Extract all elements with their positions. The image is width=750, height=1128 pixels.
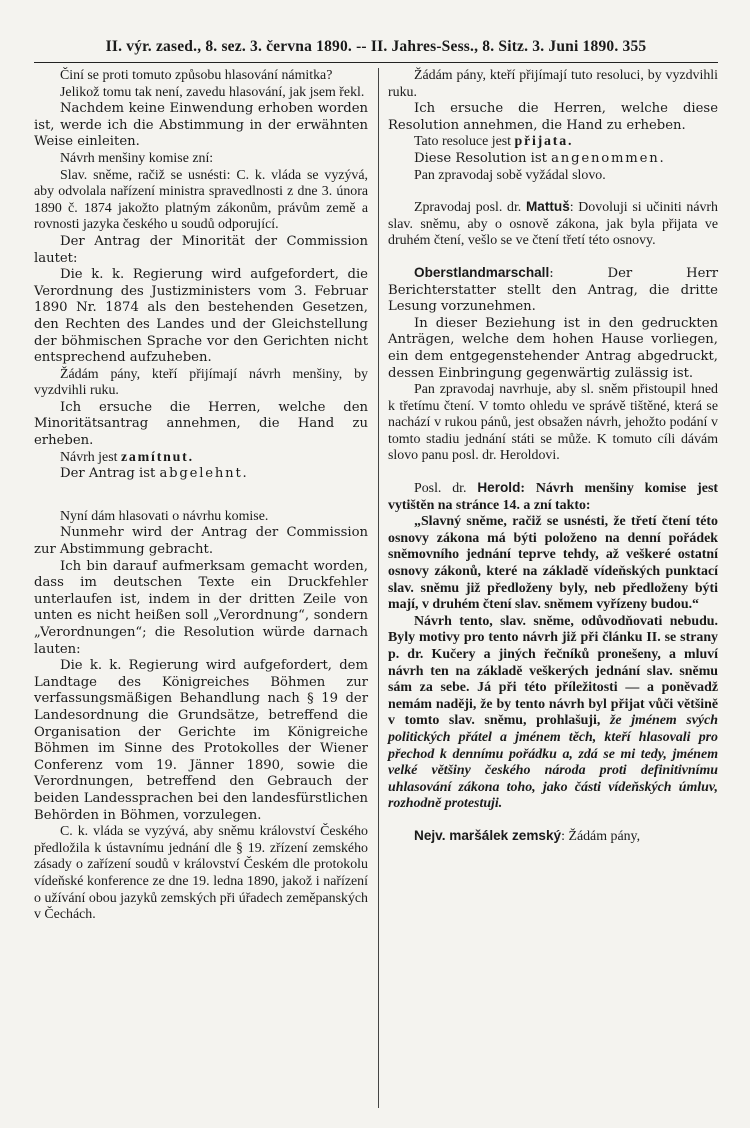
paragraph-german: Ich ersuche die Herren, welche den Minoritätsantrag annehmen, die Hand zu erheben.: [34, 399, 368, 449]
result-word: abgelehnt.: [159, 466, 249, 482]
speaker-name: Nejv. maršálek zemský: [414, 827, 562, 843]
header-rule: [34, 62, 718, 63]
quoted-motion: „Slavný sněme, račiž se usnésti, že třetí čtení této osnovy zákona má býti položeno na denní pořádek sněmovního jednání teprve tehdy, až veškeré ostatní osnovy zákonů, které na základě vídeňských punktací slav. sněmu již předloženy byly, neb předloženy býti mají, v druhém čtení slav. sněmem vyřízeny budou.“: [388, 514, 718, 613]
paragraph-german: Ich ersuche die Herren, welche diese Resolution annehmen, die Hand zu erheben.: [388, 101, 718, 133]
speech: Posl. dr. Herold: Návrh menšiny komise jest vytištěn na stránce 14. a zní takto:: [388, 480, 718, 513]
paragraph: Pan zpravodaj navrhuje, aby sl. sněm přistoupil hned k třetímu čtení. V tomto ohledu ve správě tištěné, která se nachází v rukou pánů, jest obsažen návrh, jehožto podání v tomto stadiu jednání státi se může. K tomuto cíli dávám slovo panu posl. dr. Heroldovi.: [388, 382, 718, 464]
paragraph: Návrh tento, slav. sněme, odůvodňovati nebudu. Byly motivy pro tento návrh již při článku II. se strany p. dr. Kučery a jiných řečníků pronešeny, a mluví návrh ten na základě veškerých jednání slav. sněmu sám za sebe. Já při této příležitosti — a poněvadž nemám naději, že by tento návrh byl přijat vůči většině v tomto slav. sněmu, prohlašuji, že jménem svých politických přátel a jménem těch, kteří hlasovali pro přechod k dennímu pořádku a, zdá se mi tedy, jménem velké většiny českého národa proti definitivnímu uhlasování zákona toho, jako části vídeňských úmluv, rozhodně protestuji.: [388, 613, 718, 812]
motion-text-german: Die k. k. Regierung wird aufgefordert, die Verordnung des Justizministers vom 3. Februar 1890 Nr. 1874 als den bestehenden Gesetzen, den Rechten des Landes und der Gleichstellung der böhmischen Sprache vor den Gerichten nicht entsprechend aufzuheben.: [34, 267, 368, 366]
left-column: [34, 68, 368, 924]
column-divider: [378, 68, 379, 1108]
result-line-german: Der Antrag ist abgelehnt.: [60, 466, 249, 482]
motion-text: Slav. sněme, račiž se usnésti: C. k. vláda se vyzývá, aby odvolala nařízení ministra spravedlnosti z dne 3. února 1890 č. 1874 jakožto platným zákonům, právům země a rovnosti jazyka českého u soudů odporující.: [34, 167, 368, 233]
page-header: II. výr. zased., 8. sez. 3. června 1890. -- II. Jahres-Sess., 8. Sitz. 3. Juni 1890. 355: [105, 38, 647, 55]
resolution-text: C. k. vláda se vyzývá, aby sněmu království Českého předložila k ústavnímu jednání dle § 19. zřízení zemského zásady o zařízení soudů v království Českém dle protokolu vídeňské konference ze dne 19. ledna 1890, jakož i nařízení o užívání obou jazyků zemských při úřadech zeměpanských v Čechách.: [34, 824, 368, 923]
speaker-name: Oberstlandmarschall: [414, 264, 550, 280]
resolution-text-german: Die k. k. Regierung wird aufgefordert, dem Landtage des Königreiches Böhmen zur verfassungsmäßigen Behandlung nach § 19 der Landesordnung die Grundsätze, betreffend die Organisation der Gerichte im Königreiche Böhmen im Sinne des Protokolles der Wiener Conferenz vom 19. Jänner 1890, sowie die Verordnungen, betreffend den Gebrauch der beiden Landessprachen bei den landesfürstlichen Behörden in Böhmen, vorzulegen.: [34, 658, 368, 823]
result-word: přijata.: [514, 134, 574, 150]
protest-text: že jménem svých politických přátel a jménem těch, kteří hlasovali pro přechod k dennímu pořádku a, zdá se mi tedy, jménem velké většiny českého národa proti definitivnímu uhlasování zákona toho, jako části vídeňských úmluv, rozhodně protestuji.: [388, 713, 718, 812]
paragraph: Činí se proti tomuto způsobu hlasování námitka?: [60, 68, 333, 83]
paragraph: Žádám pány, kteří přijímají tuto resoluci, by vyzdvihli ruku.: [388, 68, 718, 100]
speaker-name: Mattuš: [525, 199, 570, 215]
paragraph: Žádám pány, kteří přijímají návrh menšiny, by vyzdvihli ruku.: [34, 366, 368, 399]
paragraph-german: Ich bin darauf aufmerksam gemacht worden, dass im deutschen Texte ein Druckfehler unterlaufen ist, indem in der dritten Zeile von unten es nicht heißen soll „Verordnung“, sondern „Verordnungen“; die Resolution würde darnach lauten:: [34, 558, 368, 657]
paragraph-german: In dieser Beziehung ist in den gedruckten Anträgen, welche dem hohen Hause vorliegen, ein dem entgegenstehender Antrag abgedruckt, dessen Einbringung gegenwärtig zulässig ist.: [388, 315, 718, 381]
paragraph-german: Nunmehr wird der Antrag der Commission zur Abstimmung gebracht.: [34, 525, 368, 558]
result-word: zamítnut.: [120, 449, 194, 465]
speaker-name: Herold: [477, 480, 521, 496]
paragraph-german: Der Antrag der Minorität der Commission lautet:: [34, 233, 368, 266]
result-word: angenommen.: [551, 150, 666, 166]
speech: Nejv. maršálek zemský: Žádám pány,: [414, 827, 641, 844]
result-line: Tato resoluce jest přijata.: [414, 134, 574, 150]
paragraph: Návrh menšiny komise zní:: [60, 150, 214, 166]
result-line-german: Diese Resolution ist angenommen.: [414, 150, 666, 166]
right-column: [388, 68, 718, 846]
paragraph: Jelikož tomu tak není, zavedu hlasování, jak jsem řekl.: [60, 84, 365, 100]
speech: Zpravodaj posl. dr. Mattuš: Dovoluji si učiniti návrh slav. sněmu, aby o osnově zákona, jak byla přijata ve druhém čtení, vešlo se ve čtení třetí této osnovy.: [388, 199, 718, 249]
paragraph: Nyní dám hlasovati o návrhu komise.: [60, 508, 269, 524]
speech-german: Oberstlandmarschall: Der Herr Berichterstatter stellt den Antrag, die dritte Lesung vorzunehmen.: [388, 264, 718, 315]
paragraph: Pan zpravodaj sobě vyžádal slovo.: [414, 167, 606, 183]
paragraph-german: Nachdem keine Einwendung erhoben worden ist, werde ich die Abstimmung in der erwähnten Weise einleiten.: [34, 101, 368, 150]
result-line: Návrh jest zamítnut.: [60, 449, 194, 465]
